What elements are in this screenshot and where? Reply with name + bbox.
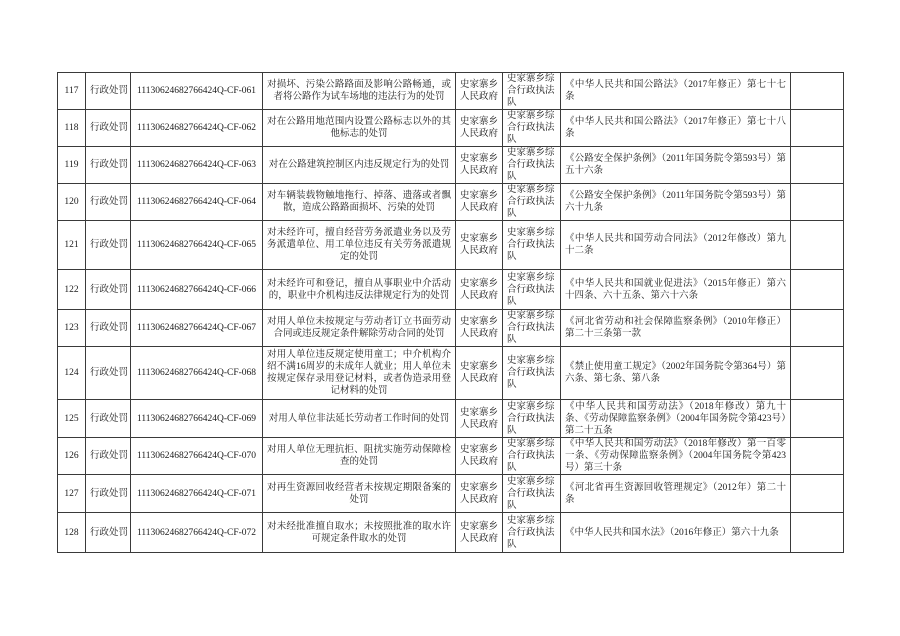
legal-basis: 《中华人民共和国就业促进法》（2015年修正）第六十四条、六十五条、第六十六条 [561, 270, 791, 310]
table-row [58, 400, 844, 438]
enforcement-agency: 史家寨乡综合行政执法队 [503, 270, 561, 310]
row-number: 119 [58, 147, 86, 184]
responsible-authority: 史家寨乡人民政府 [456, 73, 503, 110]
legal-basis: 《公路安全保护条例》（2011年国务院令第593号）第六十九条 [561, 184, 791, 221]
legal-basis: 《中华人民共和国劳动法》（2018年修改）第九十条、《劳动保障监察条例》（2004年国务院令第423号）第二十五条 [561, 400, 791, 438]
item-name: 对未经批准擅自取水；未按照批准的取水许可规定条件取水的处罚 [263, 513, 456, 553]
item-name: 对在公路建筑控制区内违反规定行为的处罚 [263, 147, 456, 184]
item-code: 11130624682766424Q-CF-066 [131, 270, 263, 310]
item-code: 11130624682766424Q-CF-063 [131, 147, 263, 184]
table-row [58, 73, 844, 110]
item-code: 11130624682766424Q-CF-061 [131, 73, 263, 110]
table-row [58, 438, 844, 475]
item-type: 行政处罚 [86, 110, 131, 147]
item-code: 11130624682766424Q-CF-062 [131, 110, 263, 147]
item-type: 行政处罚 [86, 400, 131, 438]
responsible-authority: 史家寨乡人民政府 [456, 400, 503, 438]
item-name: 对用人单位未按规定与劳动者订立书面劳动合同或违反规定条件解除劳动合同的处罚 [263, 310, 456, 347]
legal-basis: 《中华人民共和国劳动合同法》（2012年修改）第九十二条 [561, 221, 791, 270]
enforcement-agency: 史家寨乡综合行政执法队 [503, 347, 561, 400]
row-number: 120 [58, 184, 86, 221]
item-type: 行政处罚 [86, 73, 131, 110]
table-row [58, 347, 844, 400]
row-number: 117 [58, 73, 86, 110]
item-code: 11130624682766424Q-CF-064 [131, 184, 263, 221]
remarks-cell [791, 400, 844, 438]
responsible-authority: 史家寨乡人民政府 [456, 347, 503, 400]
remarks-cell [791, 310, 844, 347]
item-code: 11130624682766424Q-CF-065 [131, 221, 263, 270]
item-type: 行政处罚 [86, 310, 131, 347]
responsible-authority: 史家寨乡人民政府 [456, 184, 503, 221]
responsible-authority: 史家寨乡人民政府 [456, 475, 503, 513]
item-code: 11130624682766424Q-CF-067 [131, 310, 263, 347]
item-type: 行政处罚 [86, 513, 131, 553]
table-row [58, 310, 844, 347]
remarks-cell [791, 347, 844, 400]
responsible-authority: 史家寨乡人民政府 [456, 438, 503, 475]
legal-basis: 《禁止使用童工规定》（2002年国务院令第364号）第六条、第七条、第八条 [561, 347, 791, 400]
item-name: 对未经许可和登记，擅自从事职业中介活动的，职业中介机构违反法律规定行为的处罚 [263, 270, 456, 310]
item-code: 11130624682766424Q-CF-071 [131, 475, 263, 513]
legal-basis: 《河北省再生资源回收管理规定》（2012年）第二十条 [561, 475, 791, 513]
row-number: 125 [58, 400, 86, 438]
enforcement-agency: 史家寨乡综合行政执法队 [503, 73, 561, 110]
remarks-cell [791, 147, 844, 184]
responsible-authority: 史家寨乡人民政府 [456, 221, 503, 270]
remarks-cell [791, 270, 844, 310]
item-type: 行政处罚 [86, 221, 131, 270]
item-name: 对用人单位违反规定使用童工；中介机构介绍不满16周岁的未成年人就业；用人单位未按规定保存录用登记材料，或者伪造录用登记材料的处罚 [263, 347, 456, 400]
remarks-cell [791, 73, 844, 110]
table-row [58, 513, 844, 553]
item-type: 行政处罚 [86, 147, 131, 184]
item-type: 行政处罚 [86, 475, 131, 513]
enforcement-agency: 史家寨乡综合行政执法队 [503, 110, 561, 147]
table-row [58, 110, 844, 147]
item-name: 对再生资源回收经营者未按规定期限备案的处罚 [263, 475, 456, 513]
table-row [58, 475, 844, 513]
item-name: 对用人单位无理抗拒、阻扰实施劳动保障检查的处罚 [263, 438, 456, 475]
row-number: 126 [58, 438, 86, 475]
enforcement-agency: 史家寨乡综合行政执法队 [503, 310, 561, 347]
enforcement-agency: 史家寨乡综合行政执法队 [503, 513, 561, 553]
item-name: 对损坏、污染公路路面及影响公路畅通，或者将公路作为试车场地的违法行为的处罚 [263, 73, 456, 110]
item-name: 对用人单位非法延长劳动者工作时间的处罚 [263, 400, 456, 438]
legal-basis: 《公路安全保护条例》（2011年国务院令第593号）第五十六条 [561, 147, 791, 184]
remarks-cell [791, 110, 844, 147]
item-code: 11130624682766424Q-CF-072 [131, 513, 263, 553]
remarks-cell [791, 475, 844, 513]
table-row [58, 184, 844, 221]
legal-basis: 《中华人民共和国水法》（2016年修正）第六十九条 [561, 513, 791, 553]
table-row [58, 270, 844, 310]
enforcement-agency: 史家寨乡综合行政执法队 [503, 184, 561, 221]
enforcement-agency: 史家寨乡综合行政执法队 [503, 475, 561, 513]
item-name: 对未经许可，擅自经营劳务派遣业务以及劳务派遣单位、用工单位违反有关劳务派遣规定的处罚 [263, 221, 456, 270]
item-code: 11130624682766424Q-CF-069 [131, 400, 263, 438]
item-type: 行政处罚 [86, 270, 131, 310]
penalty-items-table [57, 72, 844, 553]
responsible-authority: 史家寨乡人民政府 [456, 147, 503, 184]
table-row [58, 221, 844, 270]
item-code: 11130624682766424Q-CF-070 [131, 438, 263, 475]
item-type: 行政处罚 [86, 438, 131, 475]
row-number: 121 [58, 221, 86, 270]
row-number: 128 [58, 513, 86, 553]
enforcement-agency: 史家寨乡综合行政执法队 [503, 400, 561, 438]
item-type: 行政处罚 [86, 184, 131, 221]
responsible-authority: 史家寨乡人民政府 [456, 513, 503, 553]
legal-basis: 《河北省劳动和社会保障监察条例》（2010年修正）第二十三条第一款 [561, 310, 791, 347]
table-row [58, 147, 844, 184]
enforcement-agency: 史家寨乡综合行政执法队 [503, 438, 561, 475]
row-number: 123 [58, 310, 86, 347]
row-number: 118 [58, 110, 86, 147]
legal-basis: 《中华人民共和国公路法》（2017年修正）第七十八条 [561, 110, 791, 147]
item-type: 行政处罚 [86, 347, 131, 400]
enforcement-agency: 史家寨乡综合行政执法队 [503, 147, 561, 184]
responsible-authority: 史家寨乡人民政府 [456, 310, 503, 347]
remarks-cell [791, 221, 844, 270]
row-number: 127 [58, 475, 86, 513]
enforcement-agency: 史家寨乡综合行政执法队 [503, 221, 561, 270]
item-code: 11130624682766424Q-CF-068 [131, 347, 263, 400]
item-name: 对车辆装载物触地拖行、掉落、遗落或者飘散，造成公路路面损坏、污染的处罚 [263, 184, 456, 221]
row-number: 122 [58, 270, 86, 310]
legal-basis: 《中华人民共和国劳动法》（2018年修改）第一百零一条、《劳动保障监察条例》（2004年国务院令第423号）第三十条 [561, 438, 791, 475]
remarks-cell [791, 184, 844, 221]
row-number: 124 [58, 347, 86, 400]
legal-basis: 《中华人民共和国公路法》（2017年修正）第七十七条 [561, 73, 791, 110]
remarks-cell [791, 513, 844, 553]
item-name: 对在公路用地范围内设置公路标志以外的其他标志的处罚 [263, 110, 456, 147]
responsible-authority: 史家寨乡人民政府 [456, 270, 503, 310]
responsible-authority: 史家寨乡人民政府 [456, 110, 503, 147]
remarks-cell [791, 438, 844, 475]
